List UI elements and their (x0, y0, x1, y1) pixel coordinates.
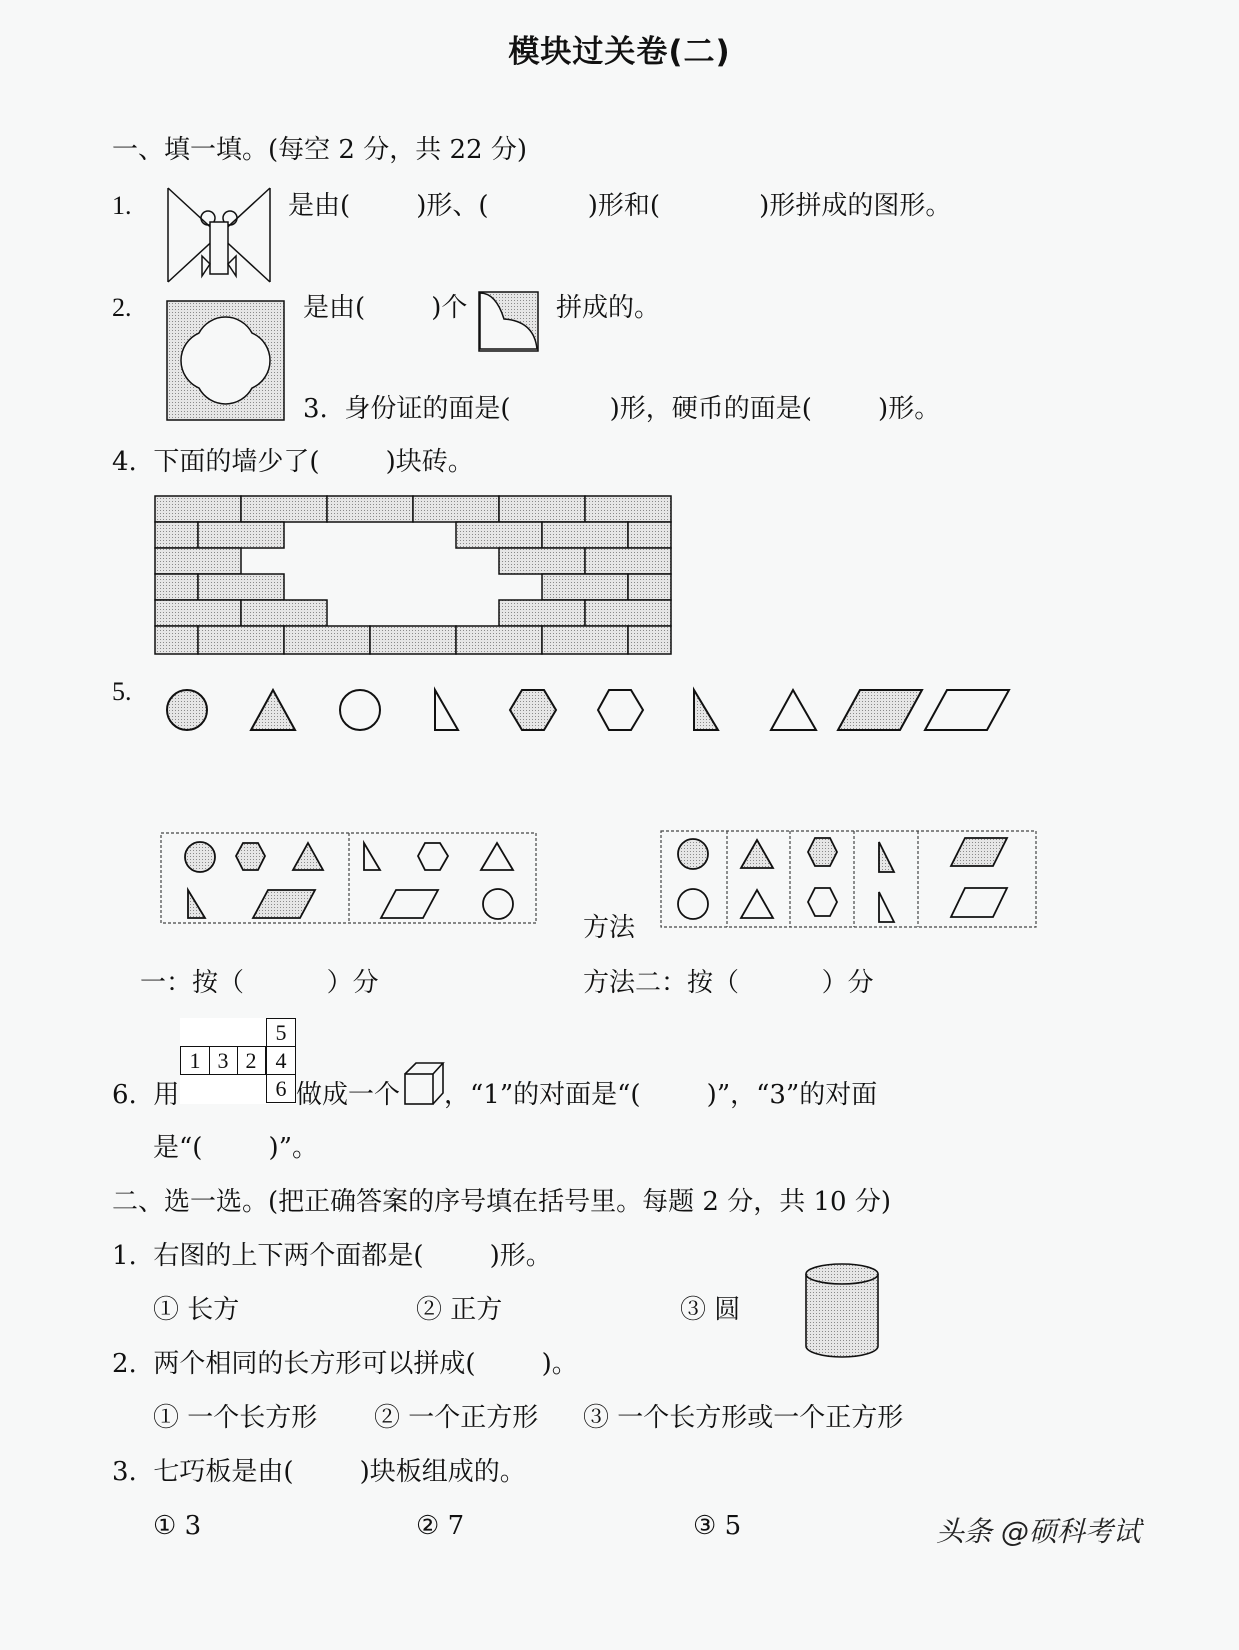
shaded-circle-icon (167, 690, 207, 730)
q5-number: 5. (112, 677, 132, 706)
shaded-hexagon-icon (510, 690, 556, 730)
method2-grouping-box (660, 830, 1038, 930)
method-label: 方法 (583, 913, 636, 943)
q3-text: 3. 身份证的面是( )形，硬币的面是( )形。 (303, 394, 941, 424)
net-cell-5: 5 (266, 1018, 296, 1047)
watermark: 头条 @硕科考试 (936, 1515, 1141, 1548)
cube-net-figure (180, 1018, 296, 1104)
method1-grouping-box (160, 832, 538, 925)
shaded-right-triangle-icon (694, 690, 718, 730)
net-cell-1: 1 (180, 1046, 210, 1075)
s2-q2-option-3: ③ 一个长方形或一个正方形 (583, 1403, 904, 1433)
triangle-icon (771, 690, 816, 730)
net-cell-6: 6 (266, 1074, 296, 1103)
quarter-piece-icon (478, 291, 540, 353)
net-cell-2: 2 (237, 1046, 266, 1075)
q2-text-b: 拼成的。 (556, 293, 661, 323)
q6-text-b: ，“1”的对面是“( )”，“3”的对面 (444, 1080, 878, 1110)
shaded-parallelogram-icon (838, 690, 922, 730)
q5-shapes-row (160, 686, 1020, 736)
q4-text: 4. 下面的墙少了( )块砖。 (112, 447, 474, 477)
page-title: 模块过关卷(二) (508, 34, 731, 70)
s2-q1-option-3: ③ 圆 (680, 1295, 741, 1325)
s2-q3-text: 3. 七巧板是由( )块板组成的。 (112, 1457, 526, 1487)
q2-number: 2. (112, 293, 132, 322)
method2-text: 方法二：按（ ）分 (583, 968, 874, 998)
section1-heading: 一、填一填。(每空 2 分，共 22 分) (112, 135, 527, 165)
flower-square-figure-icon (166, 300, 286, 422)
q1-number: 1. (112, 191, 132, 220)
right-triangle-icon (435, 690, 458, 730)
hexagon-icon (598, 690, 643, 730)
cylinder-figure-icon (804, 1262, 882, 1360)
shaded-triangle-icon (251, 690, 295, 730)
net-cell-3: 3 (209, 1046, 238, 1075)
brick-wall-figure (154, 495, 674, 657)
butterfly-figure-icon (166, 186, 272, 284)
net-cell-4: 4 (266, 1046, 296, 1075)
section2-heading: 二、选一选。(把正确答案的序号填在括号里。每题 2 分，共 10 分) (112, 1187, 891, 1217)
cube-icon (404, 1062, 444, 1106)
s2-q3-option-1: ① 3 (153, 1511, 202, 1541)
s2-q3-option-2: ② 7 (416, 1511, 465, 1541)
q6-text-c: 是“( )”。 (153, 1133, 318, 1163)
s2-q1-option-2: ② 正方 (416, 1295, 503, 1325)
q1-text: 是由( )形、( )形和( )形拼成的图形。 (288, 191, 952, 221)
s2-q1-option-1: ① 长方 (153, 1295, 240, 1325)
q6-number: 6. 用 (112, 1080, 180, 1110)
q6-text-a: 做成一个 (296, 1080, 401, 1110)
q2-text-a: 是由( )个 (303, 293, 468, 323)
method1-text: 一：按（ ）分 (140, 968, 379, 998)
parallelogram-icon (925, 690, 1009, 730)
s2-q3-option-3: ③ 5 (693, 1511, 742, 1541)
s2-q2-option-1: ① 一个长方形 (153, 1403, 318, 1433)
s2-q2-option-2: ② 一个正方形 (374, 1403, 539, 1433)
s2-q1-text: 1. 右图的上下两个面都是( )形。 (112, 1241, 552, 1271)
s2-q2-text: 2. 两个相同的长方形可以拼成( )。 (112, 1349, 578, 1379)
circle-icon (340, 690, 380, 730)
